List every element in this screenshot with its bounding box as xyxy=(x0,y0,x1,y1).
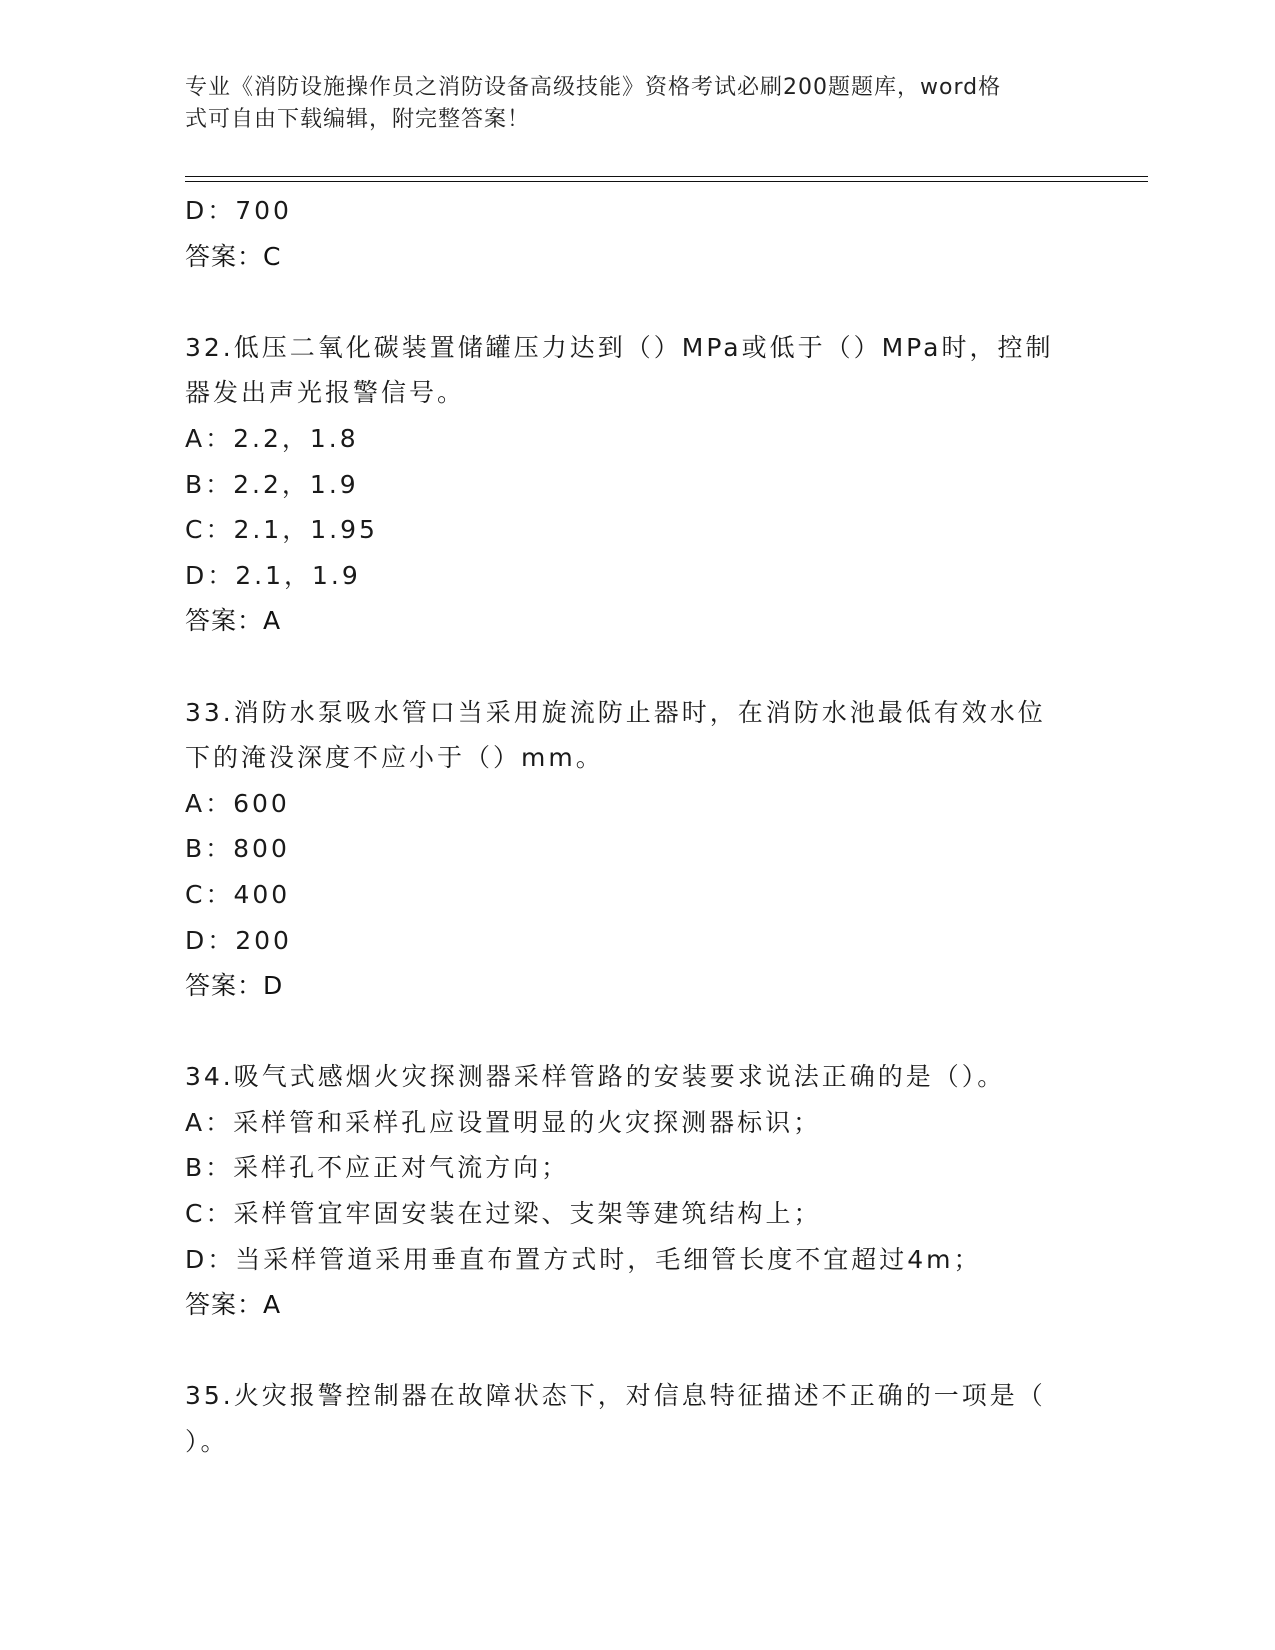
option-d: D：700 xyxy=(185,196,292,225)
spacer xyxy=(185,1328,1075,1374)
option-a: A：采样管和采样孔应设置明显的火灾探测器标识； xyxy=(185,1107,822,1137)
option-d: D：当采样管道采用垂直布置方式时，毛细管长度不宜超过4m； xyxy=(185,1244,982,1274)
option-a: A：600 xyxy=(185,788,290,818)
spacer xyxy=(185,279,1075,325)
question-stem: ）。 xyxy=(185,1427,229,1457)
question-33 xyxy=(185,690,1075,1009)
option-d: D：2.1，1.9 xyxy=(185,560,361,590)
spacer xyxy=(185,1009,1075,1055)
answer-line: 答案：A xyxy=(185,606,282,636)
header-line-2: 式可自由下载编辑，附完整答案！ xyxy=(185,107,531,132)
answer-line: 答案：C xyxy=(185,241,282,271)
option-b: B：800 xyxy=(185,834,290,864)
question-stem: 器发出声光报警信号。 xyxy=(185,378,466,408)
header-divider-bottom xyxy=(185,181,1148,182)
question-stem: 34.吸气式感烟火灾探测器采样管路的安装要求说法正确的是（）。 xyxy=(185,1062,1006,1092)
option-c: C：2.1，1.95 xyxy=(185,515,378,545)
option-c: C：采样管宜牢固安装在过梁、支架等建筑结构上； xyxy=(185,1199,822,1229)
page-header xyxy=(185,72,1070,136)
option-d: D：200 xyxy=(185,925,292,955)
question-34 xyxy=(185,1054,1075,1328)
header-divider-top xyxy=(185,176,1148,177)
answer-line: 答案：D xyxy=(185,971,284,1001)
option-c: C：400 xyxy=(185,879,291,909)
option-b: B：采样孔不应正对气流方向； xyxy=(185,1153,570,1183)
option-a: A：2.2，1.8 xyxy=(185,423,359,453)
answer-line: 答案：A xyxy=(185,1290,282,1320)
question-stem: 35.火灾报警控制器在故障状态下，对信息特征描述不正确的一项是（ xyxy=(185,1381,1046,1411)
question-32 xyxy=(185,325,1075,644)
question-stem: 32.低压二氧化碳装置储罐压力达到（）MPa或低于（）MPa时，控制 xyxy=(185,332,1054,362)
question-35 xyxy=(185,1373,1075,1464)
question-content xyxy=(185,188,1075,1465)
question-stem: 下的淹没深度不应小于（）mm。 xyxy=(185,743,604,773)
question-stem: 33.消防水泵吸水管口当采用旋流防止器时，在消防水池最低有效水位 xyxy=(185,697,1046,727)
spacer xyxy=(185,644,1075,690)
header-line-1: 专业《消防设施操作员之消防设备高级技能》资格考试必刷200题题库，word格 xyxy=(185,75,1002,100)
option-b: B：2.2，1.9 xyxy=(185,469,359,499)
question-fragment xyxy=(185,188,1075,279)
